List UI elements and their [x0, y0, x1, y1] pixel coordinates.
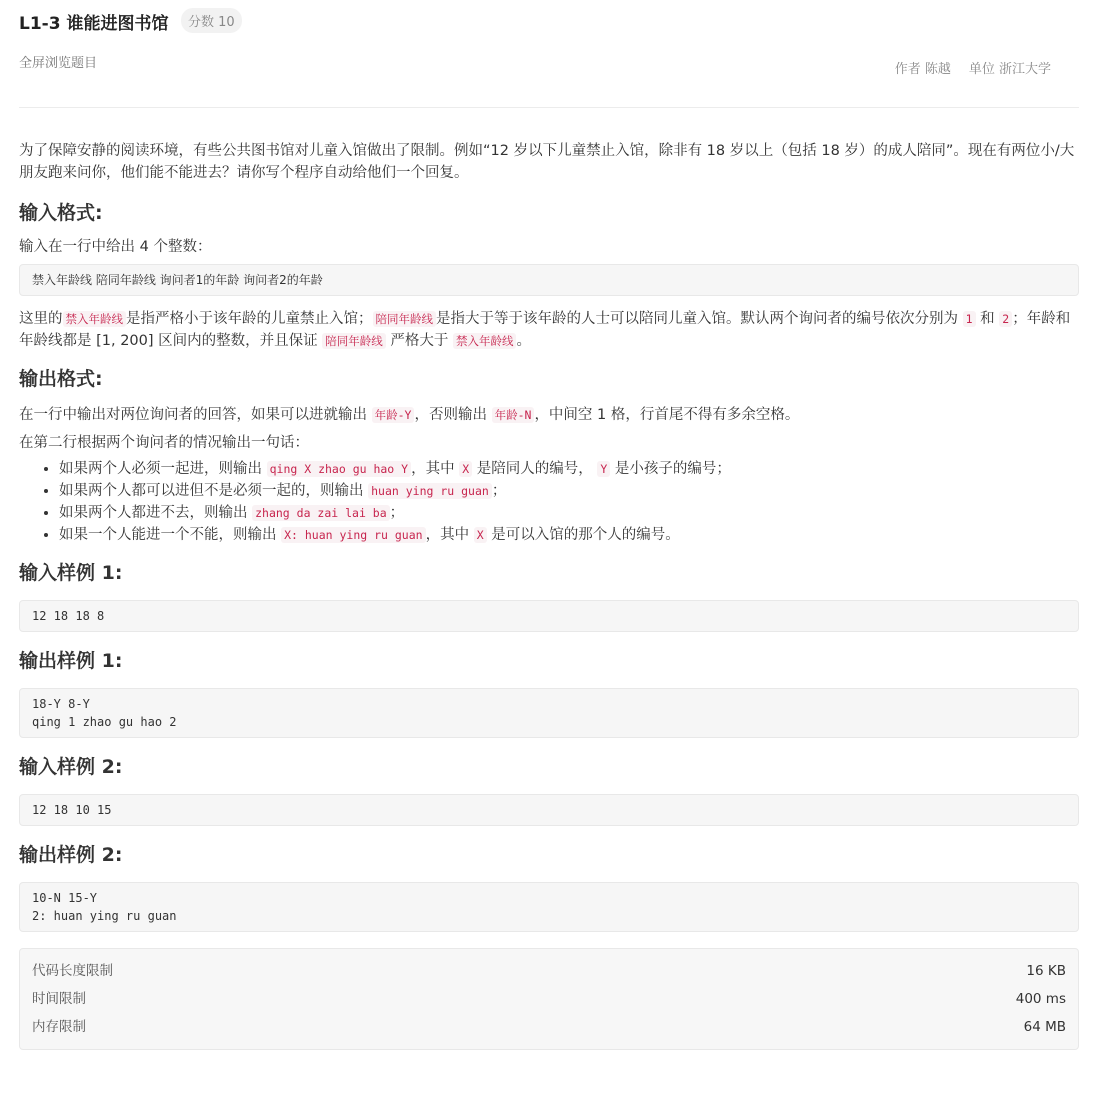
code-length-label: 代码长度限制	[32, 963, 113, 979]
time-limit-value: 400 ms	[1015, 991, 1066, 1007]
list-item	[59, 480, 1079, 502]
text: ；	[491, 483, 507, 499]
output-rules-list	[19, 458, 1079, 546]
memory-limit-value: 64 MB	[1023, 1019, 1066, 1035]
sample-output-1-heading: 输出样例 1:	[19, 650, 123, 672]
limit-row-code	[32, 957, 1066, 985]
list-item	[59, 524, 1079, 546]
text: 如果一个人能进一个不能，则输出	[59, 527, 277, 543]
problem-meta	[895, 58, 1051, 77]
inline-code: 陪同年龄线	[373, 311, 437, 327]
problem-content	[19, 140, 1079, 1050]
sample-input-1: 12 18 18 8	[19, 600, 1079, 632]
time-limit-label: 时间限制	[32, 991, 86, 1007]
problem-title: L1-3 谁能进图书馆	[19, 14, 169, 34]
text: ，否则输出	[414, 407, 487, 423]
text: 如果两个人必须一起进，则输出	[59, 461, 262, 477]
problem-page	[19, 0, 1079, 1035]
inline-code: 禁入年龄线	[63, 311, 127, 327]
text: ；	[389, 505, 405, 521]
problem-header	[19, 0, 1079, 108]
inline-code: qing X zhao gu hao Y	[267, 461, 411, 477]
sample-input-1-heading: 输入样例 1:	[19, 562, 123, 584]
list-item	[59, 458, 1079, 480]
text: 和	[980, 311, 995, 327]
inline-code: huan ying ru guan	[368, 483, 492, 499]
problem-intro: 为了保障安静的阅读环境，有些公共图书馆对儿童入馆做出了限制。例如“12 岁以下儿童禁止入馆，除非有 18 岁以上（包括 18 岁）的成人陪同”。现在有两位小/大朋友跑来问你，他们能不能进去？请你写个程序自动给他们一个回复。	[19, 143, 1075, 181]
text: 如果两个人都可以进但不是必须一起的，则输出	[59, 483, 364, 499]
inline-code: X	[459, 461, 472, 477]
inline-code: Y	[597, 461, 610, 477]
author-label: 作者 陈越	[894, 62, 951, 77]
limit-row-time	[32, 985, 1066, 1013]
list-item	[59, 502, 1079, 524]
output-line-1	[19, 404, 1079, 426]
inline-code: 禁入年龄线	[453, 333, 517, 349]
text: 是指大于等于该年龄的人士可以陪同儿童入馆。默认两个询问者的编号依次分别为	[436, 311, 958, 327]
text: 在一行中输出对两位询问者的回答，如果可以进就输出	[19, 407, 367, 423]
sample-input-2: 12 18 10 15	[19, 794, 1079, 826]
text: 是陪同人的编号，	[476, 461, 593, 477]
limit-row-memory	[32, 1013, 1066, 1041]
text: 是小孩子的编号；	[614, 461, 731, 477]
input-format-explain	[19, 308, 1079, 352]
text: 这里的	[19, 311, 63, 327]
unit-label: 单位 浙江大学	[968, 62, 1051, 77]
inline-code: zhang da zai lai ba	[252, 505, 390, 521]
memory-limit-label: 内存限制	[32, 1019, 86, 1035]
sample-output-2-heading: 输出样例 2:	[19, 844, 123, 866]
inline-code: 1	[963, 311, 976, 327]
input-format-desc: 输入在一行中给出 4 个整数：	[19, 239, 212, 255]
text: ；年龄和年龄线都是 [1, 200] 区间内的整数，并且保证	[19, 311, 1071, 349]
limits-panel	[19, 948, 1079, 1050]
inline-code: 年龄-Y	[372, 407, 415, 423]
text: 严格大于	[390, 333, 449, 349]
text: ，中间空 1 格，行首尾不得有多余空格。	[534, 407, 800, 423]
text: 。	[516, 333, 531, 349]
text: ，其中	[411, 461, 455, 477]
input-format-code: 禁入年龄线 陪同年龄线 询问者1的年龄 询问者2的年龄	[19, 264, 1079, 296]
fullscreen-link[interactable]: 全屏浏览题目	[19, 56, 98, 71]
inline-code: 2	[999, 311, 1012, 327]
text: 是指严格小于该年龄的儿童禁止入馆；	[126, 311, 373, 327]
output-line-2: 在第二行根据两个询问者的情况输出一句话：	[19, 435, 309, 451]
input-format-heading: 输入格式:	[19, 202, 103, 224]
inline-code: 年龄-N	[492, 407, 535, 423]
inline-code: X: huan ying ru guan	[281, 527, 425, 543]
code-length-value: 16 KB	[1026, 963, 1066, 979]
sample-output-1: 18-Y 8-Y qing 1 zhao gu hao 2	[19, 688, 1079, 738]
sample-input-2-heading: 输入样例 2:	[19, 756, 123, 778]
score-badge: 分数 10	[181, 8, 242, 33]
text: 是可以入馆的那个人的编号。	[491, 527, 680, 543]
output-format-heading: 输出格式:	[19, 368, 103, 390]
inline-code: 陪同年龄线	[322, 333, 386, 349]
text: ，其中	[425, 527, 470, 543]
inline-code: X	[474, 527, 487, 543]
text: 如果两个人都进不去，则输出	[59, 505, 248, 521]
sample-output-2: 10-N 15-Y 2: huan ying ru guan	[19, 882, 1079, 932]
